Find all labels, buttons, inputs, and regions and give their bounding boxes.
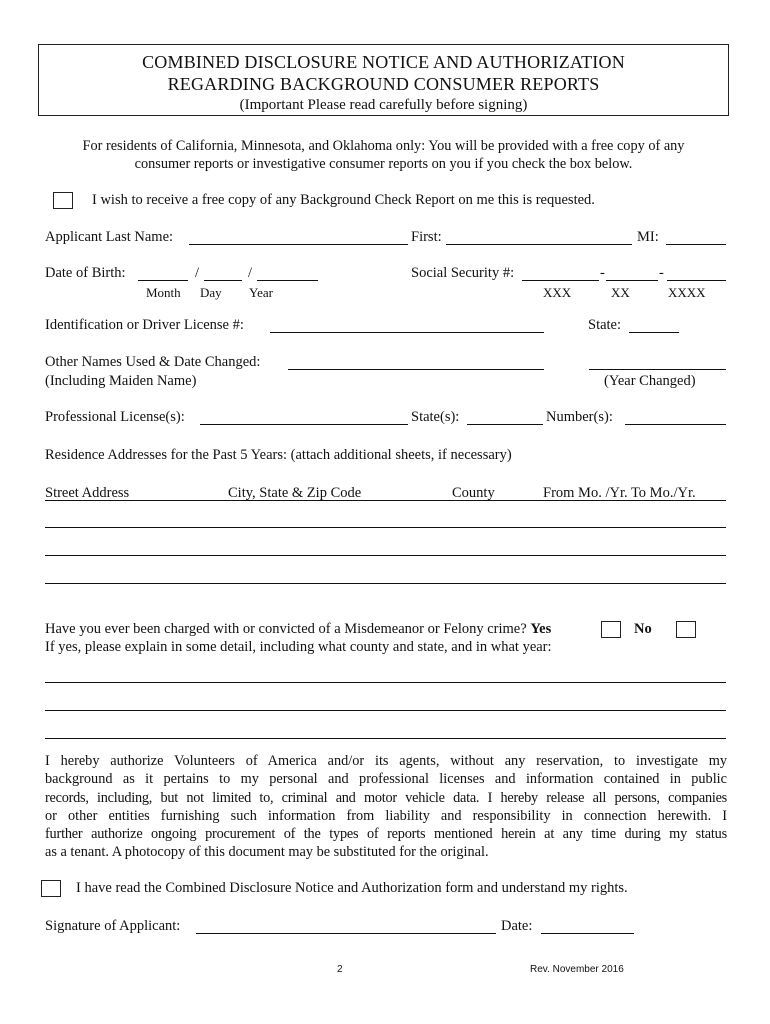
- residence-line-2[interactable]: [45, 555, 726, 556]
- first-name-field[interactable]: [446, 244, 632, 245]
- professional-license-label: Professional License(s):: [45, 409, 185, 425]
- authorization-line-3: records, including, but not limited to, criminal and motor vehicle data. I hereby release all persons, companies: [45, 789, 727, 806]
- signature-date-field[interactable]: [541, 933, 634, 934]
- notice-line-1: For residents of California, Minnesota, and Oklahoma only: You will be provided with a free copy of any: [82, 138, 685, 154]
- id-license-label: Identification or Driver License #:: [45, 317, 244, 333]
- column-street-address: Street Address: [45, 485, 130, 501]
- explain-line-2[interactable]: [45, 710, 726, 711]
- ssn-part-3-field[interactable]: [667, 280, 726, 281]
- read-understand-checkbox[interactable]: [41, 880, 61, 897]
- criminal-question: [45, 621, 551, 638]
- free-copy-checkbox[interactable]: [53, 192, 73, 209]
- signature-date-label: Date:: [501, 918, 533, 934]
- signature-label: Signature of Applicant:: [45, 918, 181, 934]
- dob-month-field[interactable]: [138, 280, 188, 281]
- ssn-label: Social Security #:: [411, 265, 515, 281]
- criminal-question-text: Have you ever been charged with or convicted of a Misdemeanor or Felony crime?: [45, 621, 527, 637]
- ssn-hint-1: XXX: [543, 285, 572, 300]
- notice-text: [38, 137, 729, 173]
- ssn-hint-3: XXXX: [668, 285, 706, 300]
- authorization-line-1: I hereby authorize Volunteers of America and/or its agents, without any reservation, to investigate my: [45, 753, 727, 769]
- dob-separator-1: /: [195, 265, 200, 281]
- last-name-label: Applicant Last Name:: [45, 229, 174, 245]
- criminal-no-label: No: [634, 621, 652, 637]
- professional-license-field[interactable]: [200, 424, 408, 425]
- notice-line-2: consumer reports or investigative consumer reports on you if you check the box below.: [134, 156, 633, 172]
- authorization-line-5: further authorize ongoing procurement of the types of reports mentioned herein at any time during my status: [45, 826, 727, 843]
- ssn-part-2-field[interactable]: [606, 280, 658, 281]
- residence-header-underline: [45, 500, 726, 501]
- dob-label: Date of Birth:: [45, 265, 126, 281]
- professional-numbers-field[interactable]: [625, 424, 726, 425]
- authorization-line-6: as a tenant. A photocopy of this document may be substituted for the original.: [45, 844, 489, 861]
- other-names-sublabel: (Including Maiden Name): [45, 373, 197, 389]
- mi-field[interactable]: [666, 244, 726, 245]
- first-name-label: First:: [411, 229, 442, 245]
- professional-states-field[interactable]: [467, 424, 543, 425]
- authorization-line-4: or other entities furnishing such information from liability and responsibility in connection herewith. I: [45, 807, 727, 824]
- explain-line-1[interactable]: [45, 682, 726, 683]
- dob-month-hint: Month: [146, 285, 181, 300]
- other-names-field[interactable]: [288, 369, 544, 370]
- page-number: 2: [337, 964, 343, 975]
- column-county: County: [452, 485, 495, 501]
- residence-line-1[interactable]: [45, 527, 726, 528]
- criminal-explain-label: If yes, please explain in some detail, including what county and state, and in what year:: [45, 639, 552, 655]
- title-box: [38, 44, 729, 116]
- professional-numbers-label: Number(s):: [546, 409, 613, 425]
- column-from-to: From Mo. /Yr. To Mo./Yr.: [543, 485, 696, 501]
- title-line-1: COMBINED DISCLOSURE NOTICE AND AUTHORIZATION: [142, 52, 625, 72]
- criminal-yes-label: Yes: [530, 621, 552, 637]
- professional-states-label: State(s):: [411, 409, 460, 425]
- authorization-line-2: background as it pertains to my personal and professional licenses and information contained in public: [45, 771, 727, 788]
- column-city-state-zip: City, State & Zip Code: [228, 485, 362, 501]
- criminal-yes-checkbox[interactable]: [601, 621, 621, 638]
- year-changed-label: (Year Changed): [604, 373, 696, 389]
- dob-day-hint: Day: [200, 285, 222, 300]
- revision-date: Rev. November 2016: [530, 964, 624, 975]
- year-changed-field[interactable]: [589, 369, 726, 370]
- explain-line-3[interactable]: [45, 738, 726, 739]
- id-state-field[interactable]: [629, 332, 679, 333]
- ssn-dash-2: -: [659, 265, 664, 281]
- signature-field[interactable]: [196, 933, 496, 934]
- last-name-field[interactable]: [189, 244, 408, 245]
- free-copy-checkbox-label: I wish to receive a free copy of any Background Check Report on me this is requested.: [92, 192, 595, 208]
- dob-day-field[interactable]: [204, 280, 242, 281]
- other-names-label: Other Names Used & Date Changed:: [45, 354, 261, 370]
- ssn-hint-2: XX: [611, 285, 630, 300]
- dob-year-field[interactable]: [257, 280, 318, 281]
- id-license-field[interactable]: [270, 332, 544, 333]
- ssn-part-1-field[interactable]: [522, 280, 599, 281]
- mi-label: MI:: [637, 229, 659, 245]
- ssn-dash-1: -: [600, 265, 605, 281]
- residence-heading: Residence Addresses for the Past 5 Years: (attach additional sheets, if necessary): [45, 447, 512, 463]
- authorization-paragraph: [45, 752, 727, 862]
- dob-separator-2: /: [248, 265, 253, 281]
- read-understand-label: I have read the Combined Disclosure Notice and Authorization form and understand my rights.: [76, 880, 628, 896]
- title-subtitle: (Important Please read carefully before signing): [239, 97, 528, 113]
- residence-line-3[interactable]: [45, 583, 726, 584]
- dob-year-hint: Year: [249, 285, 273, 300]
- criminal-no-checkbox[interactable]: [676, 621, 696, 638]
- id-state-label: State:: [588, 317, 622, 333]
- title-line-2: REGARDING BACKGROUND CONSUMER REPORTS: [167, 74, 600, 94]
